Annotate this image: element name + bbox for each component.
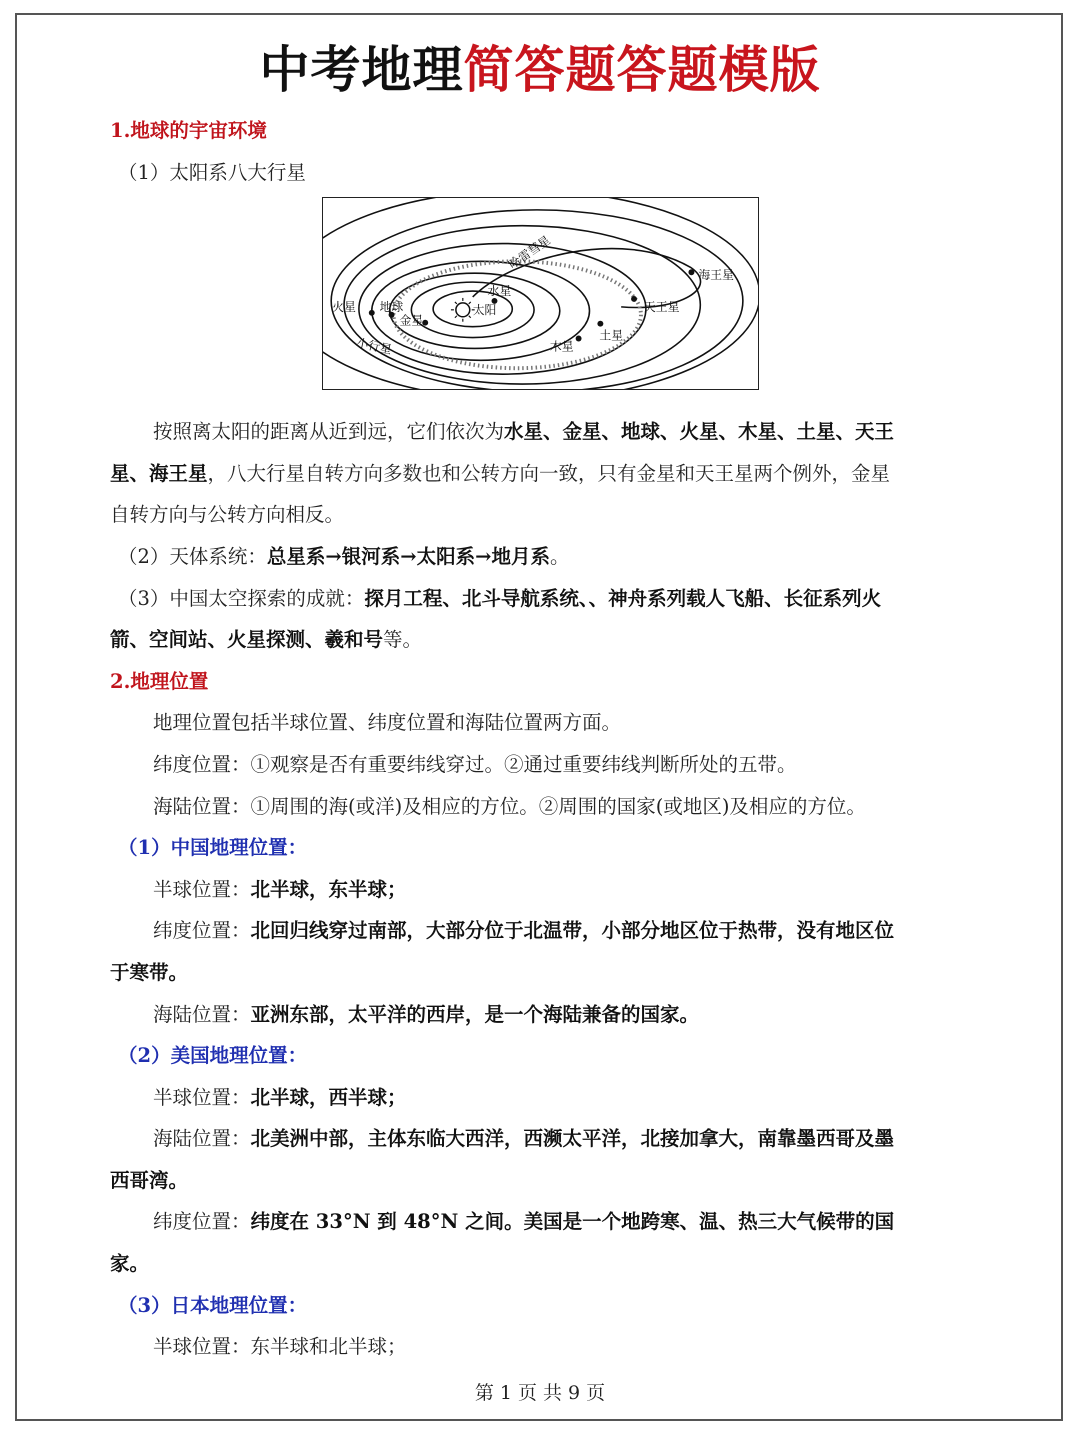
planets-paragraph-line1 <box>110 411 972 453</box>
p2-c: 。 <box>549 544 570 568</box>
solar-system-diagram <box>322 197 759 390</box>
value: 纬度在 33°N 到 48°N 之间。美国是一个地跨寒、温、热三大气候带的国 <box>250 1210 895 1234</box>
value: 于寒带。 <box>110 960 189 984</box>
p1-b: 水星、金星、地球、火星、木星、土星、天王 <box>504 420 895 444</box>
usa-latitude-cont <box>110 1243 972 1285</box>
section2-sea-land: 海陆位置：①周围的海(或洋)及相应的方位。②周围的国家(或地区)及相应的方位。 <box>153 794 866 818</box>
title-red: 简答题答题模版 <box>463 41 821 99</box>
label-earth: 地球 <box>379 299 404 314</box>
celestial-systems <box>110 536 972 578</box>
value: 西哥湾。 <box>110 1168 189 1192</box>
section2-latitude: 纬度位置：①观察是否有重要纬线穿过。②通过重要纬线判断所处的五带。 <box>153 752 797 776</box>
jupiter-dot <box>576 336 582 342</box>
label-venus: 金星 <box>399 313 424 328</box>
label-comet: 哈雷彗星 <box>505 233 553 272</box>
value: 北半球，东半球； <box>250 877 407 901</box>
label-saturn: 土星 <box>599 328 624 343</box>
p3-a: （3）中国太空探索的成就： <box>118 586 365 610</box>
p2-a: （2）天体系统： <box>118 544 267 568</box>
p3-c: 箭、空间站、火星探测、羲和号 <box>110 628 384 652</box>
label: 半球位置： <box>153 1335 251 1359</box>
section1-heading: 1.地球的宇宙环境 <box>110 119 267 142</box>
p3-d: 等。 <box>383 628 423 652</box>
title-black: 中考地理 <box>259 41 464 99</box>
value: 北半球，西半球； <box>250 1085 407 1109</box>
usa-sea-land-cont <box>110 1160 972 1202</box>
section1-sub1: （1）太阳系八大行星 <box>118 160 306 184</box>
usa-latitude <box>110 1201 972 1243</box>
p3-b: 探月工程、北斗导航系统、、神舟系列载人飞船、长征系列火 <box>364 586 882 610</box>
value: 家。 <box>110 1252 150 1276</box>
label-neptune: 海王星 <box>698 268 734 283</box>
value: 北美洲中部，主体东临大西洋，西濒太平洋，北接加拿大，南靠墨西哥及墨 <box>250 1127 895 1151</box>
neptune-dot <box>688 269 694 275</box>
label: 半球位置： <box>153 1085 251 1109</box>
section2-intro: 地理位置包括半球位置、纬度位置和海陆位置两方面。 <box>153 711 622 735</box>
p2-b: 总星系→银河系→太阳系→地月系 <box>266 544 550 568</box>
label-sun: 太阳 <box>472 302 497 317</box>
value: 北回归线穿过南部，大部分位于北温带，小部分地区位于热带，没有地区位 <box>250 919 895 943</box>
p1-d: ，八大行星自转方向多数也和公转方向一致，只有金星和天王星两个例外，金星 <box>207 461 891 485</box>
space-achievements-line1 <box>110 578 972 620</box>
china-latitude <box>110 910 972 952</box>
planets-paragraph-line3: 自转方向与公转方向相反。 <box>110 503 345 527</box>
china-hemisphere <box>110 869 972 911</box>
label-mercury: 水星 <box>487 283 512 298</box>
label: 半球位置： <box>153 877 251 901</box>
sun-icon <box>451 298 475 322</box>
japan-heading: （3）日本地理位置： <box>118 1293 308 1317</box>
value: 东半球和北半球； <box>250 1335 407 1359</box>
usa-sea-land <box>110 1118 972 1160</box>
label: 纬度位置： <box>153 1210 251 1234</box>
uranus-dot <box>631 296 637 302</box>
space-achievements-line2 <box>110 619 972 661</box>
japan-hemisphere <box>110 1326 972 1368</box>
planets-paragraph-line2 <box>110 453 972 495</box>
solar-system-svg <box>323 198 758 389</box>
p1-a: 按照离太阳的距离从近到远，它们依次为 <box>153 420 505 444</box>
usa-hemisphere <box>110 1077 972 1119</box>
page-footer: 第 1 页 共 9 页 <box>474 1382 606 1404</box>
china-heading: （1）中国地理位置： <box>118 836 308 860</box>
label-asteroids: 小行星 <box>355 335 394 357</box>
label: 海陆位置： <box>153 1002 251 1026</box>
section2-heading: 2.地理位置 <box>110 669 209 693</box>
label-uranus: 天王星 <box>643 299 680 314</box>
mars-dot <box>369 310 375 316</box>
value: 亚洲东部，太平洋的西岸，是一个海陆兼备的国家。 <box>250 1002 700 1026</box>
label: 纬度位置： <box>153 919 251 943</box>
saturn-dot <box>597 321 603 327</box>
label-mars: 火星 <box>332 299 356 314</box>
page-title <box>0 30 1080 102</box>
label-jupiter: 木星 <box>549 339 574 354</box>
p1-c: 星、海王星 <box>110 461 208 485</box>
usa-heading: （2）美国地理位置： <box>118 1044 308 1068</box>
china-sea-land <box>110 994 972 1036</box>
china-latitude-cont <box>110 952 972 994</box>
label: 海陆位置： <box>153 1127 251 1151</box>
